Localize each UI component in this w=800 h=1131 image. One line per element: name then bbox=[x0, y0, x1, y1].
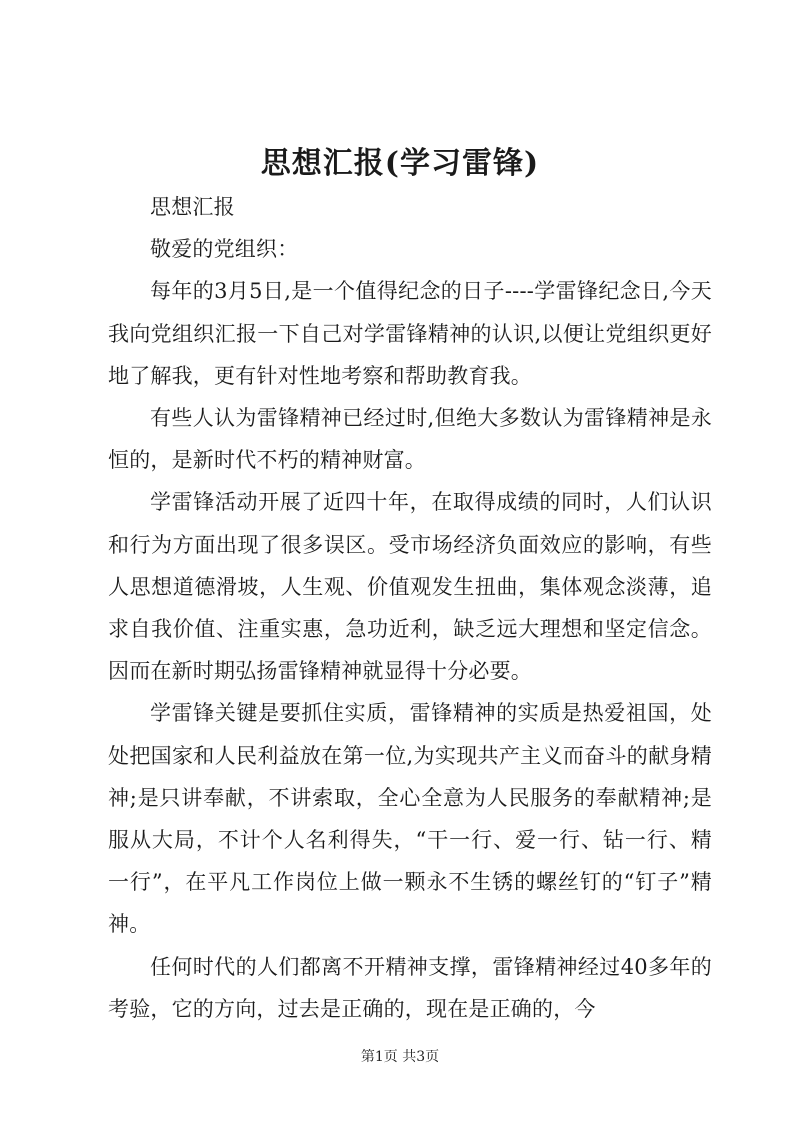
paragraph: 有些人认为雷锋精神已经过时,但绝大多数认为雷锋精神是永恒的，是新时代不朽的精神财富。 bbox=[108, 406, 712, 473]
document-body bbox=[108, 186, 712, 1030]
document-title: 思想汇报(学习雷锋) bbox=[260, 146, 540, 181]
paragraph-heading: 思想汇报 bbox=[150, 195, 235, 219]
paragraph-salutation: 敬爱的党组织： bbox=[150, 237, 299, 262]
page-number-footer: 第1页 共3页 bbox=[360, 1049, 440, 1065]
paragraph: 学雷锋关键是要抓住实质，雷锋精神的实质是热爱祖国，处处把国家和人民利益放在第一位,为实现共产主义而奋斗的献身精神;是只讲奉献，不讲索取，全心全意为人民服务的奉献精神;是服从大局，不计个人名利得失，“干一行、爱一行、钻一行、精一行”，在平凡工作岗位上做一颗永不生锈的螺丝钉的“钉子”精神。 bbox=[108, 701, 712, 937]
paragraph: 任何时代的人们都离不开精神支撑，雷锋精神经过40多年的考验，它的方向，过去是正确的，现在是正确的，今 bbox=[108, 954, 712, 1021]
paragraph: 每年的3月5日,是一个值得纪念的日子----学雷锋纪念日,今天我向党组织汇报一下自己对学雷锋精神的认识,以便让党组织更好地了解我，更有针对性地考察和帮助教育我。 bbox=[108, 279, 712, 388]
paragraph: 学雷锋活动开展了近四十年，在取得成绩的同时，人们认识和行为方面出现了很多误区。受市场经济负面效应的影响，有些人思想道德滑坡，人生观、价值观发生扭曲，集体观念淡薄，追求自我价值、注重实惠，急功近利，缺乏远大理想和坚定信念。因而在新时期弘扬雷锋精神就显得十分必要。 bbox=[108, 490, 712, 684]
